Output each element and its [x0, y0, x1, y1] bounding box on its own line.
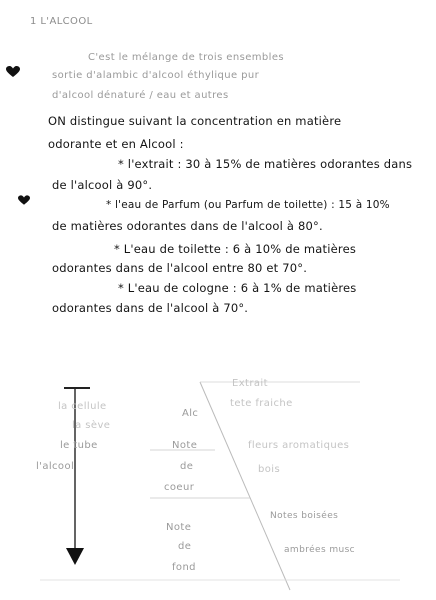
faint-line-2: sortie d'alambic d'alcool éthylique pur: [52, 70, 260, 81]
diagram-right-5: Notes boisées: [270, 511, 339, 521]
diagram-left-3: le tube: [60, 440, 98, 451]
diagram-left-2: la sève: [72, 420, 111, 431]
diagram-left-1: la cellule: [58, 401, 107, 412]
heart-icon: [6, 66, 20, 78]
item-4-line-2: odorantes dans de l'alcool à 70°.: [52, 301, 249, 315]
intro-line-1: ON distingue suivant la concentration en matière: [48, 114, 342, 128]
diagram-mid-7: fond: [172, 562, 196, 573]
diagram-left-4: l'alcool: [36, 461, 75, 472]
arrow-down-icon: [66, 548, 84, 565]
item-4-line-1: * L'eau de cologne : 6 à 1% de matières: [118, 281, 357, 295]
item-3-line-1: * L'eau de toilette : 6 à 10% de matières: [114, 242, 357, 256]
diagram-mid-3: de: [180, 461, 194, 472]
diagram-right-1: Extrait: [232, 378, 268, 389]
item-3-line-2: odorantes dans de l'alcool entre 80 et 70°.: [52, 261, 308, 275]
faint-title: 1 L'ALCOOL: [30, 16, 93, 27]
diagram-mid-4: coeur: [164, 482, 195, 493]
item-2-line-1: * l'eau de Parfum (ou Parfum de toilette) : 15 à 10%: [106, 199, 390, 211]
heart-icon: [18, 195, 30, 206]
diagram-right-3: fleurs aromatiques: [248, 440, 350, 451]
diagram-mid-1: Alc: [182, 408, 199, 419]
diagram-lines: [0, 360, 436, 600]
intro-line-2: odorante et en Alcool :: [48, 137, 184, 151]
diagram-mid-5: Note: [166, 522, 192, 533]
diagram-mid-6: de: [178, 541, 192, 552]
item-2-line-2: de matières odorantes dans de l'alcool à 80°.: [52, 219, 323, 233]
faint-line-1: C'est le mélange de trois ensembles: [88, 52, 284, 63]
item-1-line-1: * l'extrait : 30 à 15% de matières odorantes dans: [118, 157, 413, 171]
diagram-mid-2: Note: [172, 440, 198, 451]
diagram-right-4: bois: [258, 464, 281, 475]
faint-line-3: d'alcool dénaturé / eau et autres: [52, 90, 229, 101]
diagram-right-2: tete fraiche: [230, 398, 293, 409]
item-1-line-2: de l'alcool à 90°.: [52, 178, 153, 192]
diagram-right-6: ambrées musc: [284, 545, 356, 555]
